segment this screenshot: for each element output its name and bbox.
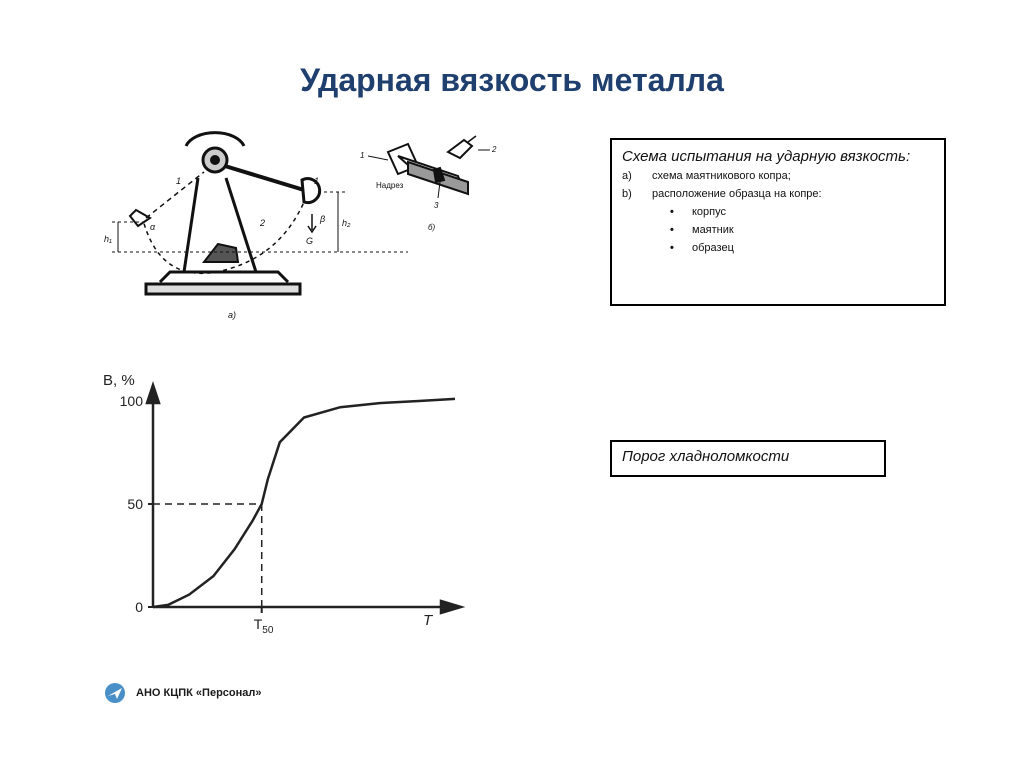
pendulum-tester-figure bbox=[88, 122, 516, 332]
label-alpha: α bbox=[150, 222, 156, 232]
scheme-heading: Схема испытания на ударную вязкость: bbox=[622, 148, 911, 165]
bullet-icon: • bbox=[670, 224, 674, 236]
label-2: 2 bbox=[260, 218, 266, 228]
scheme-item-marker: a) bbox=[622, 170, 632, 182]
scheme-item-text: расположение образца на копре: bbox=[652, 188, 822, 200]
y-axis-label: В, % bbox=[103, 372, 135, 389]
specimen-support bbox=[204, 244, 238, 262]
label-notch: Надрез bbox=[376, 181, 404, 190]
panel-b-label: б) bbox=[428, 223, 436, 232]
cold-brittleness-threshold-box bbox=[610, 440, 886, 477]
slide-title: Ударная вязкость металла bbox=[300, 62, 724, 98]
bullet-icon: • bbox=[670, 242, 674, 254]
test-scheme-box bbox=[610, 138, 946, 306]
transition-curve bbox=[153, 399, 455, 607]
y-tick-label: 100 bbox=[119, 393, 143, 409]
y-tick-label: 0 bbox=[135, 599, 143, 615]
scheme-item-marker: b) bbox=[622, 188, 632, 200]
label-g: G bbox=[306, 236, 314, 246]
scheme-item-a bbox=[622, 167, 934, 185]
bullet-text: образец bbox=[692, 242, 734, 254]
label-h2: h₂ bbox=[342, 218, 351, 228]
label-h1: h₁ bbox=[104, 234, 112, 244]
footer bbox=[104, 680, 262, 706]
bullet-text: корпус bbox=[692, 206, 727, 218]
label-b-2: 2 bbox=[492, 145, 497, 154]
x-axis-label: T bbox=[423, 612, 433, 629]
scheme-item-b bbox=[622, 185, 934, 203]
x-axis-arrow bbox=[441, 601, 461, 613]
bullet-item bbox=[622, 239, 934, 257]
bullet-item bbox=[622, 203, 934, 221]
scheme-item-text: схема маятникового копра; bbox=[652, 170, 791, 182]
bullet-text: маятник bbox=[692, 224, 734, 236]
bullet-item bbox=[622, 221, 934, 239]
y-tick-label: 50 bbox=[127, 496, 143, 512]
label-1-left: 1 bbox=[176, 176, 182, 186]
tester-base bbox=[146, 284, 300, 294]
label-1-right: 1 bbox=[314, 176, 320, 186]
label-b-3: 3 bbox=[434, 201, 439, 210]
bullet-icon: • bbox=[670, 206, 674, 218]
label-b-1: 1 bbox=[360, 151, 365, 160]
transition-curve-chart bbox=[95, 345, 495, 645]
panel-a-label: а) bbox=[228, 310, 237, 320]
label-beta: β bbox=[320, 214, 326, 224]
organization-logo-icon bbox=[104, 682, 126, 704]
organization-name: АНО КЦПК «Персонал» bbox=[136, 687, 262, 699]
x-tick-label: $T_{50}$ bbox=[253, 616, 274, 636]
threshold-text: Порог хладноломкости bbox=[622, 448, 790, 465]
